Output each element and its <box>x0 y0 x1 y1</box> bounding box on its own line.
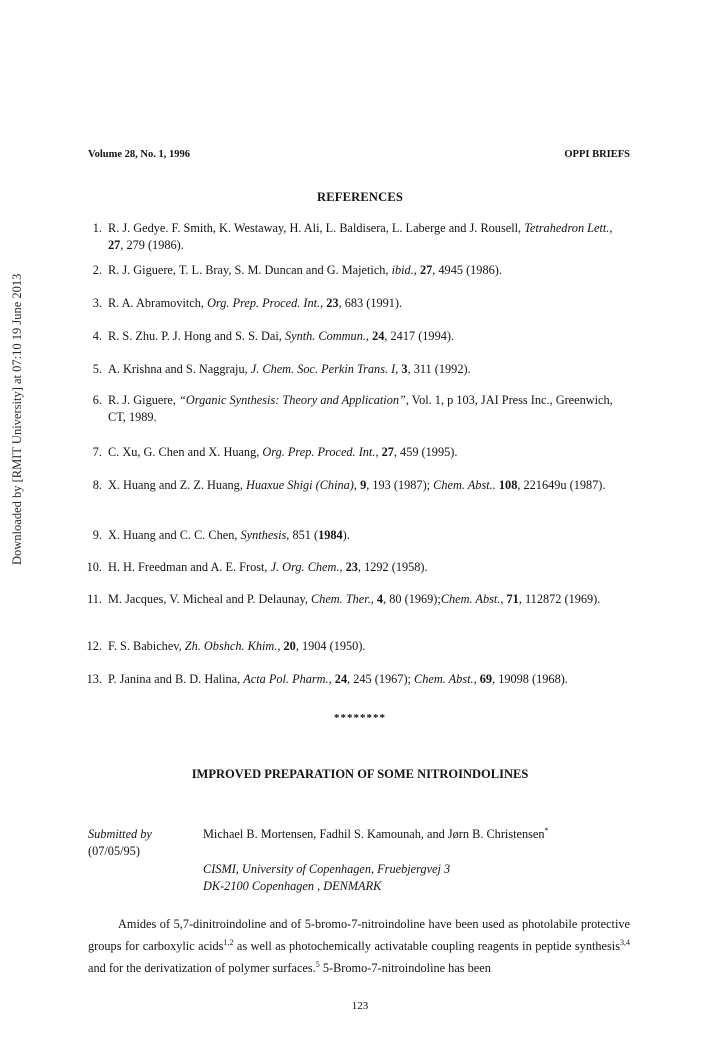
reference-span: , 2417 (1994). <box>384 329 455 343</box>
reference-span: R. A. Abramovitch, <box>108 296 208 310</box>
reference-span: M. Jacques, V. Micheal and P. Delaunay, <box>108 592 311 606</box>
reference-item <box>80 477 625 494</box>
reference-span: , <box>395 362 402 376</box>
reference-text <box>108 671 625 688</box>
reference-item <box>80 295 625 312</box>
reference-volume: 24 <box>372 329 385 343</box>
reference-number: 4. <box>92 329 102 343</box>
reference-span: , <box>365 329 373 343</box>
reference-volume: 1984 <box>318 528 343 542</box>
reference-volume: 27 <box>419 263 433 277</box>
reference-span: R. J. Gedye. F. Smith, K. Westaway, H. Ali, L. Baldisera, L. Laberge and J. Rousell, <box>108 221 525 235</box>
reference-text <box>108 527 625 544</box>
reference-span: R. J. Giguere, <box>108 393 180 407</box>
reference-text <box>108 220 625 254</box>
reference-span: C. Xu, G. Chen and X. Huang, <box>108 445 263 459</box>
reference-item <box>80 671 625 688</box>
running-header <box>88 149 630 160</box>
reference-span: , 1904 (1950). <box>295 639 366 653</box>
affiliation <box>203 861 450 895</box>
citation-superscript: 5 <box>315 959 320 969</box>
reference-span: , 193 (1987); <box>366 478 434 492</box>
paragraph-text: Amides of 5,7-dinitroindoline and of 5-bromo-7-nitroindoline have been used as photolabile protective groups for carboxylic acids <box>88 917 630 953</box>
reference-italic: Chem. Ther. <box>310 592 371 606</box>
reference-volume: 23 <box>326 296 339 310</box>
reference-item <box>80 527 625 544</box>
reference-volume: 3 <box>401 362 408 376</box>
reference-span: , <box>375 445 382 459</box>
reference-span: , 80 (1969); <box>383 592 441 606</box>
section-separator: ******** <box>334 712 386 724</box>
reference-volume: 23 <box>345 560 358 574</box>
reference-span: , <box>473 672 480 686</box>
reference-span: , 311 (1992). <box>407 362 471 376</box>
reference-span: , 1292 (1958). <box>357 560 428 574</box>
reference-number: 1. <box>92 221 102 235</box>
citation-superscript: 3,4 <box>620 937 630 947</box>
reference-span: , 279 (1986). <box>120 238 184 252</box>
reference-text <box>108 328 625 345</box>
reference-item <box>80 638 625 655</box>
reference-span: , 19098 (1968). <box>492 672 568 686</box>
reference-number: 5. <box>92 362 102 376</box>
reference-number: 6. <box>92 393 102 407</box>
reference-volume: 9 <box>360 478 367 492</box>
intro-paragraph <box>88 913 630 979</box>
affiliation-line-1: CISMI, University of Copenhagen, Fruebjergvej 3 <box>203 862 451 876</box>
reference-italic: Chem. Abst. <box>440 592 501 606</box>
reference-span: R. J. Giguere, T. L. Bray, S. M. Duncan and G. Majetich, <box>108 263 392 277</box>
reference-number: 8. <box>92 478 102 492</box>
reference-span: A. Krishna and S. Naggraju, <box>108 362 251 376</box>
reference-italic: Tetrahedron Lett. <box>524 221 610 235</box>
reference-volume: 71 <box>506 592 519 606</box>
reference-text <box>108 477 625 494</box>
reference-italic: Huaxue Shigi (China) <box>245 478 354 492</box>
reference-span: , <box>320 296 327 310</box>
reference-italic: Chem. Abst. <box>414 672 474 686</box>
reference-volume: 24 <box>334 672 348 686</box>
reference-number: 13. <box>86 672 102 686</box>
reference-item <box>80 444 625 461</box>
reference-number: 3. <box>92 296 102 310</box>
reference-number: 2. <box>92 263 102 277</box>
reference-item <box>80 591 625 608</box>
reference-number: 9. <box>92 528 102 542</box>
references-heading: REFERENCES <box>316 190 404 204</box>
reference-span: , 851 ( <box>286 528 319 542</box>
paragraph-text: 5-Bromo-7-nitroindoline has been <box>319 961 491 975</box>
reference-span: X. Huang and Z. Z. Huang, <box>108 478 246 492</box>
reference-italic: J. Chem. Soc. Perkin Trans. I <box>250 362 396 376</box>
paragraph-text: as well as photochemically activatable coupling reagents in peptide synthesis <box>233 939 620 953</box>
reference-italic: Org. Prep. Proced. Int. <box>262 445 376 459</box>
reference-span: , <box>339 560 346 574</box>
reference-item <box>80 328 625 345</box>
reference-span: , Vol. 1, p 103, JAI Press Inc., Greenwich, CT, 1989. <box>108 393 613 424</box>
reference-italic: Org. Prep. Proced. Int. <box>207 296 321 310</box>
reference-italic: Synthesis <box>240 528 287 542</box>
reference-item <box>80 220 625 254</box>
reference-volume: 108 <box>498 478 518 492</box>
reference-text <box>108 361 625 378</box>
reference-span: , <box>609 221 613 235</box>
reference-italic: Acta Pol. Pharm. <box>243 672 329 686</box>
reference-italic: ibid. <box>391 263 414 277</box>
reference-span: ). <box>342 528 350 542</box>
affiliation-line-2: DK-2100 Copenhagen , DENMARK <box>203 879 382 893</box>
reference-span: , <box>328 672 335 686</box>
reference-italic: “Organic Synthesis: Theory and Application” <box>179 393 406 407</box>
reference-span: P. Janina and B. D. Halina, <box>108 672 244 686</box>
submitted-date: (07/05/95) <box>88 844 140 858</box>
reference-span: , 245 (1967); <box>347 672 415 686</box>
reference-volume: 20 <box>283 639 296 653</box>
reference-span: , <box>413 263 420 277</box>
paragraph-text: and for the derivatization of polymer surfaces. <box>88 961 316 975</box>
reference-span: H. H. Freedman and A. E. Frost, <box>108 560 271 574</box>
submission-info <box>88 826 152 860</box>
header-section: OPPI BRIEFS <box>564 149 630 160</box>
page-number: 123 <box>351 1000 369 1012</box>
header-volume: Volume 28, No. 1, 1996 <box>88 149 190 160</box>
reference-span: R. S. Zhu. P. J. Hong and S. S. Dai, <box>108 329 285 343</box>
reference-number: 12. <box>86 639 102 653</box>
download-watermark: Downloaded by [RMIT University] at 07:10 19 June 2013 <box>10 273 24 565</box>
reference-span: , 221649u (1987). <box>517 478 606 492</box>
reference-number: 7. <box>92 445 102 459</box>
reference-volume: 27 <box>108 238 121 252</box>
reference-item <box>80 262 625 279</box>
reference-span: , 459 (1995). <box>393 445 458 459</box>
reference-span: , <box>500 592 507 606</box>
reference-italic: Synth. Commun. <box>284 329 366 343</box>
reference-volume: 4 <box>376 592 384 606</box>
reference-item <box>80 559 625 576</box>
reference-span: , 4945 (1986). <box>432 263 502 277</box>
reference-span: , <box>370 592 377 606</box>
reference-text <box>108 559 625 576</box>
reference-span: , 683 (1991). <box>338 296 403 310</box>
reference-number: 11. <box>87 592 102 606</box>
reference-span: , <box>353 478 361 492</box>
reference-text <box>108 262 625 279</box>
reference-span: , 112872 (1969). <box>518 592 601 606</box>
reference-text <box>108 444 625 461</box>
reference-italic: J. Org. Chem. <box>270 560 340 574</box>
reference-text <box>108 638 625 655</box>
reference-span: , <box>277 639 284 653</box>
reference-volume: 69 <box>479 672 493 686</box>
reference-span: X. Huang and C. C. Chen, <box>108 528 241 542</box>
submitted-label: Submitted by <box>88 827 152 841</box>
article-title: IMPROVED PREPARATION OF SOME NITROINDOLINES <box>191 767 529 781</box>
reference-volume: 27 <box>381 445 394 459</box>
reference-text <box>108 295 625 312</box>
authors-text: Michael B. Mortensen, Fadhil S. Kamounah, and Jørn B. Christensen <box>203 827 545 842</box>
citation-superscript: 1,2 <box>223 937 234 947</box>
reference-span: F. S. Babichev, <box>108 639 185 653</box>
reference-italic: Chem. Abst.. <box>433 478 496 492</box>
reference-number: 10. <box>86 560 102 574</box>
reference-text <box>108 591 625 608</box>
author-list <box>203 826 549 842</box>
reference-italic: Zh. Obshch. Khim. <box>184 639 278 653</box>
reference-item <box>80 361 625 378</box>
reference-item <box>80 392 625 426</box>
reference-text <box>108 392 625 426</box>
corresponding-author-mark: * <box>544 826 549 835</box>
